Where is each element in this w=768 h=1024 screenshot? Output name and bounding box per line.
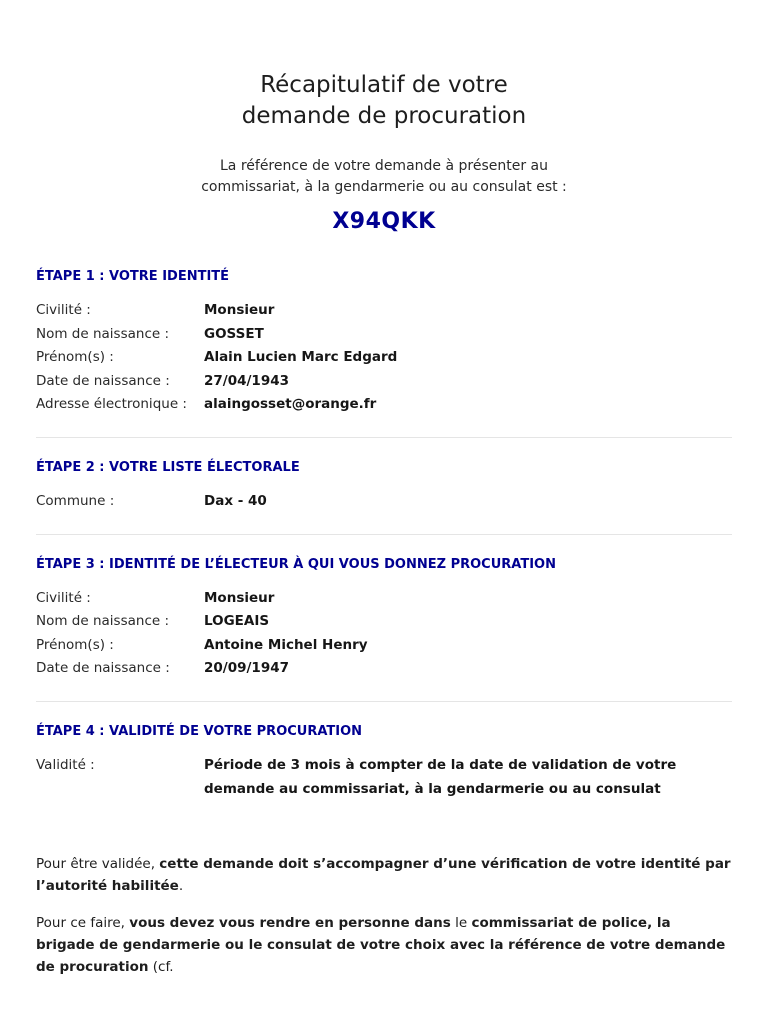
- instructions-emphasis: vous devez vous rendre en personne dans: [129, 915, 451, 932]
- section-step-4-title: ÉTAPE 4 : VALIDITÉ DE VOTRE PROCURATION: [36, 723, 363, 739]
- section-step-2-electoral-list: [36, 459, 732, 535]
- page-title-line-1: Récapitulatif de votre: [260, 72, 508, 98]
- section-step-4-validity: [36, 723, 732, 801]
- info-row-value: Monsieur: [204, 589, 275, 606]
- page-title-line-2: demande de procuration: [241, 103, 527, 129]
- section-step-4-rows: [36, 754, 732, 801]
- info-row-label: Nom de naissance :: [36, 613, 170, 630]
- page-title: [36, 0, 732, 132]
- identity-verification-notice: [36, 853, 732, 897]
- request-reference-code: X94QKK: [332, 209, 436, 234]
- info-row-value: Dax - 40: [204, 492, 267, 509]
- info-row-label: Commune :: [36, 492, 115, 509]
- info-row-birth-name: [36, 610, 732, 634]
- notice-emphasis: cette demande doit s’accompagner d’une vérification de votre identité par l’autorité habilitée: [36, 856, 731, 895]
- info-row-label: Civilité :: [36, 589, 91, 606]
- in-person-instructions: [36, 912, 732, 978]
- info-row-value: Alain Lucien Marc Edgard: [204, 349, 398, 366]
- reference-intro-line-1: La référence de votre demande à présenter au: [220, 158, 548, 174]
- instructions-text: (cf.: [148, 959, 174, 976]
- info-row-commune: [36, 490, 732, 514]
- info-row-label: Prénom(s) :: [36, 349, 114, 366]
- info-row-label: Date de naissance :: [36, 372, 170, 389]
- section-step-3-rows: [36, 587, 732, 681]
- notice-text: Pour être validée,: [36, 856, 160, 873]
- info-row-value: 27/04/1943: [204, 372, 290, 389]
- info-row-email: [36, 393, 732, 417]
- info-row-label: Civilité :: [36, 302, 91, 318]
- instructions-text: le: [450, 915, 472, 932]
- info-row-birth-date: [36, 370, 732, 394]
- info-row-civility: [36, 299, 732, 323]
- info-row-label: Validité :: [36, 756, 95, 773]
- section-step-3-proxy-identity: [36, 556, 732, 702]
- reference-intro: [36, 156, 732, 198]
- info-row-label: Adresse électronique :: [36, 396, 187, 413]
- info-row-birth-name: [36, 323, 732, 347]
- section-step-2-title: ÉTAPE 2 : VOTRE LISTE ÉLECTORALE: [36, 459, 300, 475]
- notice-text: .: [178, 878, 184, 895]
- info-row-value: alaingosset@orange.fr: [204, 396, 377, 413]
- section-step-3-title: ÉTAPE 3 : IDENTITÉ DE L’ÉLECTEUR À QUI VOUS DONNEZ PROCURATION: [36, 556, 556, 572]
- instructions-emphasis: commissariat de police, la brigade de gendarmerie ou le consulat de votre choix avec la référence de votre demande de procuration: [36, 915, 726, 976]
- info-row-value: Période de 3 mois à compter de la date de validation de votre demande au commissariat, à la gendarmerie ou au consulat: [204, 756, 677, 797]
- instructions-text: Pour ce faire,: [36, 915, 130, 932]
- info-row-value: GOSSET: [204, 325, 264, 342]
- info-row-label: Date de naissance :: [36, 660, 170, 677]
- info-row-value: 20/09/1947: [204, 660, 290, 677]
- info-row-value: LOGEAIS: [204, 613, 270, 630]
- section-step-1-rows: [36, 299, 732, 417]
- info-row-label: Nom de naissance :: [36, 325, 170, 342]
- info-row-value: Monsieur: [204, 302, 275, 318]
- reference-intro-line-2: commissariat, à la gendarmerie ou au consulat est :: [201, 179, 567, 195]
- info-row-first-names: [36, 346, 732, 370]
- section-step-2-rows: [36, 490, 732, 514]
- info-row-birth-date: [36, 657, 732, 681]
- section-step-1-identity: [36, 268, 732, 438]
- info-row-validity: [36, 754, 732, 801]
- info-row-value: Antoine Michel Henry: [204, 636, 368, 653]
- section-step-1-title: ÉTAPE 1 : VOTRE IDENTITÉ: [36, 269, 230, 284]
- info-row-label: Prénom(s) :: [36, 636, 114, 653]
- info-row-first-names: [36, 634, 732, 658]
- info-row-civility: [36, 587, 732, 611]
